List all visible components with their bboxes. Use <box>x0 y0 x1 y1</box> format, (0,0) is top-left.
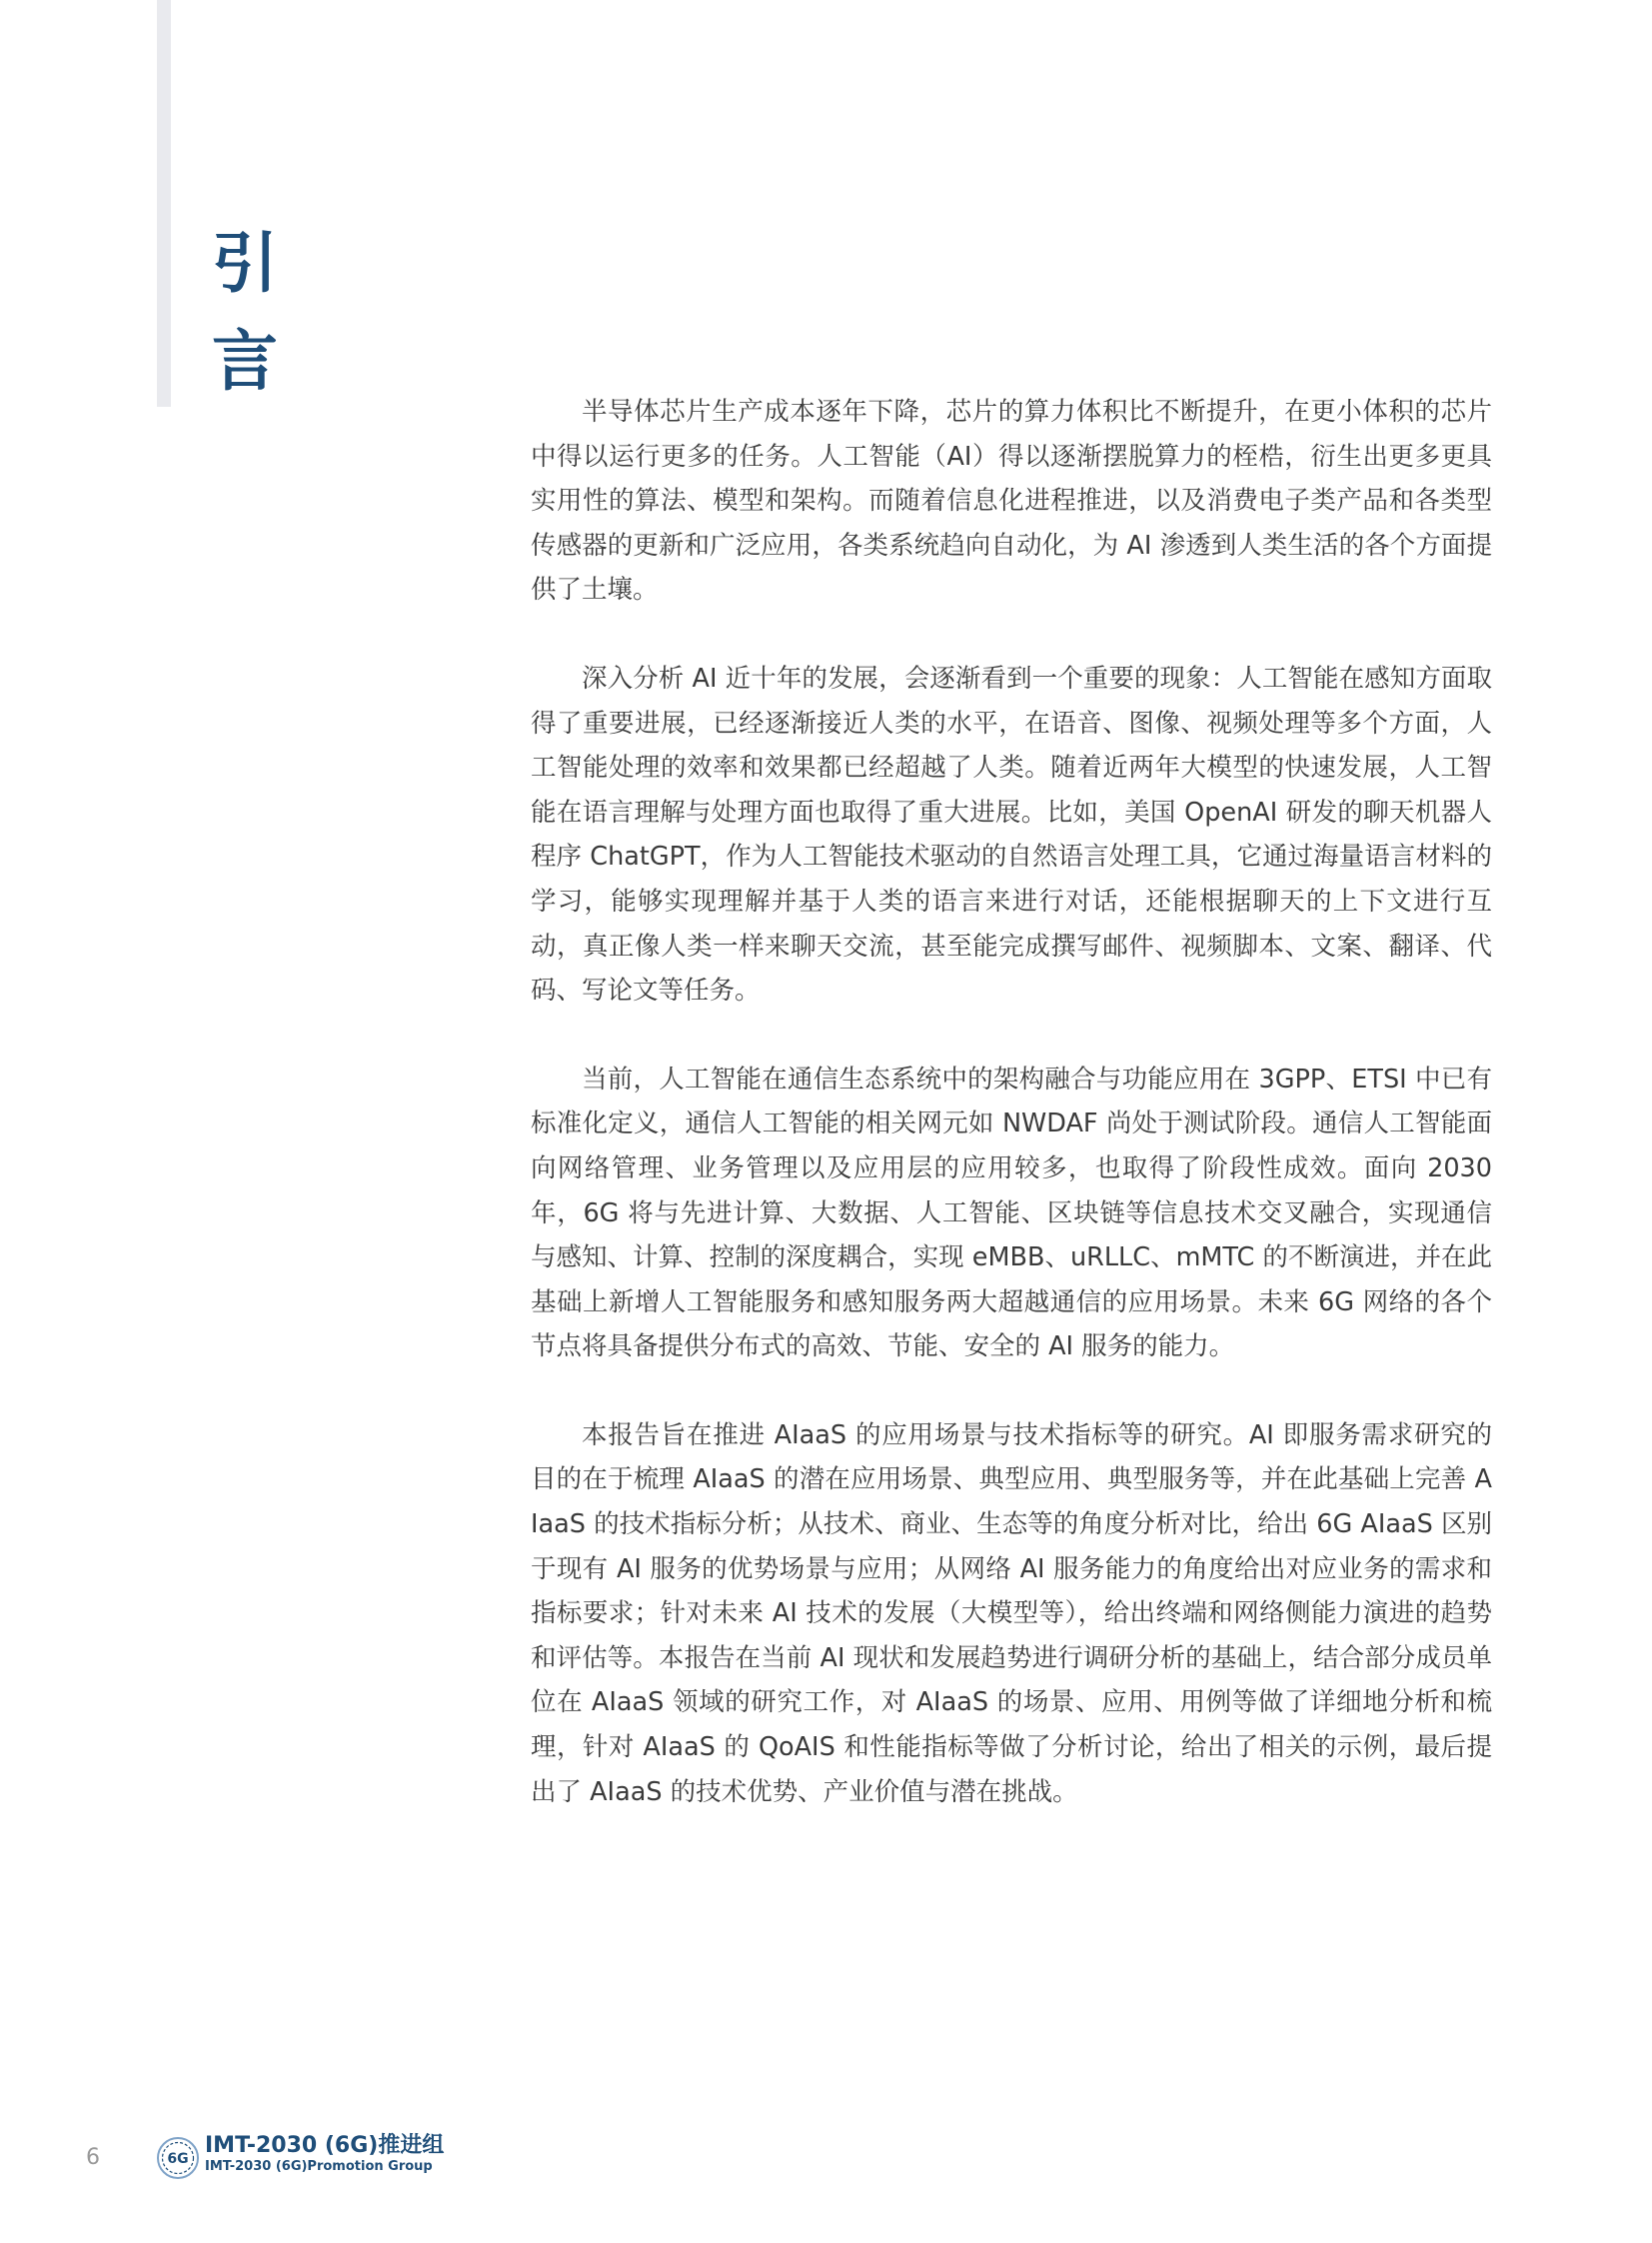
chapter-title <box>205 215 285 411</box>
org-block <box>205 2133 444 2175</box>
chapter-title-char-1: 引 <box>212 225 278 302</box>
org-name-en: IMT-2030 (6G)Promotion Group <box>205 2159 433 2174</box>
body-text <box>531 390 1492 1858</box>
paragraph-3: 当前，人工智能在通信生态系统中的架构融合与功能应用在 3GPP、ETSI 中已有标准化定义，通信人工智能的相关网元如 NWDAF 尚处于测试阶段。通信人工智能面向网络管理、业务管理以及应用层的应用较多，也取得了阶段性成效。面向 2030 年，6G 将与先进计算、大数据、人工智能、区块链等信息技术交叉融合，实现通信与感知、计算、控制的深度耦合，实现 eMBB、uRLLC、mMTC 的不断演进，并在此基础上新增人工智能服务和感知服务两大超越通信的应用场景。未来 6G 网络的各个节点将具备提供分布式的高效、节能、安全的 AI 服务的能力。 <box>531 1064 1492 1362</box>
paragraph-4: 本报告旨在推进 AIaaS 的应用场景与技术指标等的研究。AI 即服务需求研究的目的在于梳理 AIaaS 的潜在应用场景、典型应用、典型服务等，并在此基础上完善 AIaaS 的技术指标分析；从技术、商业、生态等的角度分析对比，给出 6G AIaaS 区别于现有 AI 服务的优势场景与应用；从网络 AI 服务能力的角度给出对应业务的需求和指标要求；针对未来 AI 技术的发展（大模型等），给出终端和网络侧能力演进的趋势和评估等。本报告在当前 AI 现状和发展趋势进行调研分析的基础上，结合部分成员单位在 AIaaS 领域的研究工作，对 AIaaS 的场景、应用、用例等做了详细地分析和梳理，针对 AIaaS 的 QoAIS 和性能指标等做了分析讨论，给出了相关的示例，最后提出了 AIaaS 的技术优势、产业价值与潜在挑战。 <box>531 1419 1492 1807</box>
side-decoration-bar <box>157 0 171 407</box>
org-logo-text: 6G <box>167 2151 189 2167</box>
chapter-title-char-2: 言 <box>212 323 278 400</box>
paragraph-1: 半导体芯片生产成本逐年下降，芯片的算力体积比不断提升，在更小体积的芯片中得以运行更多的任务。人工智能（AI）得以逐渐摆脱算力的桎梏，衍生出更多更具实用性的算法、模型和架构。而随着信息化进程推进，以及消费电子类产品和各类型传感器的更新和广泛应用，各类系统趋向自动化，为 AI 渗透到人类生活的各个方面提供了土壤。 <box>531 397 1492 606</box>
paragraph-2: 深入分析 AI 近十年的发展，会逐渐看到一个重要的现象：人工智能在感知方面取得了重要进展，已经逐渐接近人类的水平，在语音、图像、视频处理等多个方面，人工智能处理的效率和效果都已经超越了人类。随着近两年大模型的快速发展，人工智能在语言理解与处理方面也取得了重大进展。比如，美国 OpenAI 研发的聊天机器人程序 ChatGPT，作为人工智能技术驱动的自然语言处理工具，它通过海量语言材料的学习，能够实现理解并基于人类的语言来进行对话，还能根据聊天的上下文进行互动，真正像人类一样来聊天交流，甚至能完成撰写邮件、视频脚本、文案、翻译、代码、写论文等任务。 <box>531 663 1492 1007</box>
org-name: IMT-2030 (6G)推进组 <box>205 2133 445 2158</box>
page-number: 6 <box>86 2145 100 2170</box>
org-logo-icon <box>156 2136 200 2180</box>
